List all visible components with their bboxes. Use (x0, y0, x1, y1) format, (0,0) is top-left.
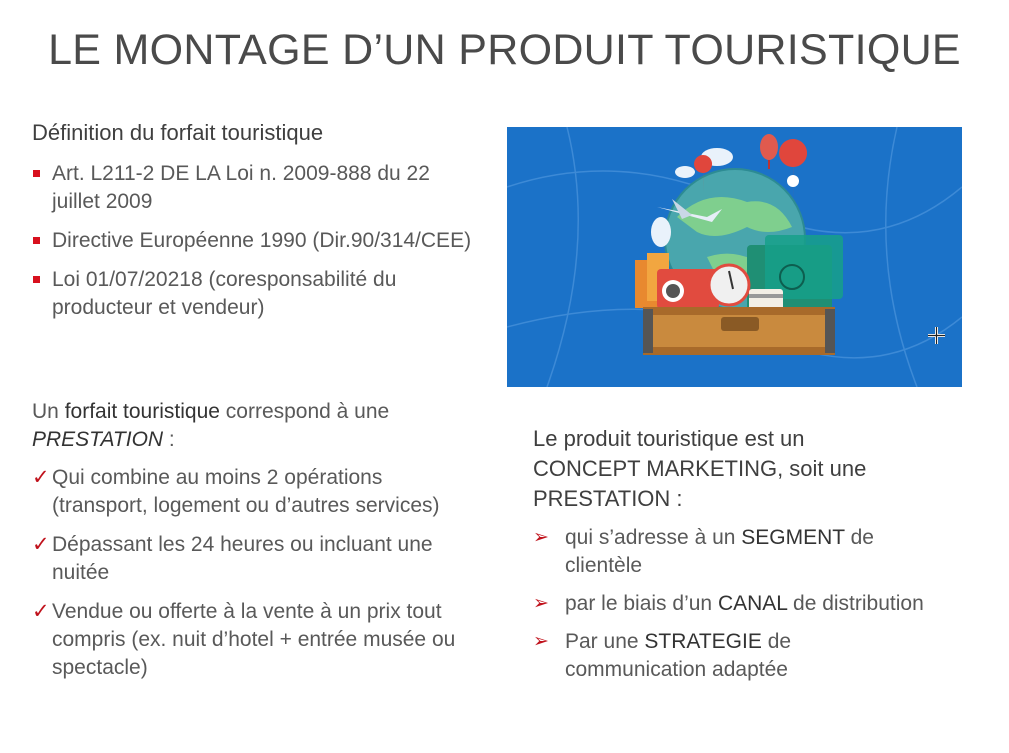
square-bullet-icon (33, 237, 40, 244)
definition-list (32, 160, 482, 333)
produit-item-term: CANAL (717, 592, 788, 615)
list-item (533, 524, 933, 580)
list-item (32, 266, 482, 322)
produit-item-text: par le biais d’un (565, 592, 718, 615)
forfait-intro-text: Un (32, 400, 65, 423)
square-bullet-icon (33, 276, 40, 283)
prestation-term: PRESTATION (32, 428, 164, 451)
check-icon: ✓ (32, 533, 50, 556)
square-bullet-icon (33, 170, 40, 177)
produit-intro: Le produit touristique est un CONCEPT MARKETING, soit une PRESTATION : (533, 426, 867, 511)
definition-item-text: Directive Européenne 1990 (Dir.90/314/CEE) (52, 229, 472, 252)
produit-item-term: SEGMENT (741, 526, 845, 549)
forfait-term: forfait touristique (64, 400, 220, 423)
forfait-list (32, 464, 482, 693)
list-item (32, 227, 482, 255)
forfait-intro (32, 398, 482, 454)
travel-illustration (507, 127, 962, 387)
definition-item-text: Loi 01/07/20218 (coresponsabilité du producteur et vendeur) (52, 268, 397, 319)
list-item (533, 590, 933, 618)
list-item (533, 628, 933, 684)
produit-list (533, 524, 933, 694)
check-icon: ✓ (32, 466, 50, 489)
forfait-item-text: Vendue ou offerte à la vente à un prix tout compris (ex. nuit d’hotel + entrée musée ou spectacle) (52, 600, 456, 679)
forfait-intro-text: correspond à une (219, 400, 390, 423)
move-cursor-icon (927, 326, 946, 345)
produit-item-text: de clientèle (565, 526, 874, 577)
forfait-item-text: Dépassant les 24 heures ou incluant une nuitée (52, 533, 433, 584)
definition-heading: Définition du forfait touristique (32, 120, 324, 145)
list-item (32, 160, 482, 216)
arrow-bullet-icon: ➢ (533, 593, 549, 614)
produit-item-text: de communication adaptée (565, 630, 792, 681)
forfait-intro-text: : (163, 428, 175, 451)
page-title: LE MONTAGE D’UN PRODUIT TOURISTIQUE (48, 26, 961, 74)
check-icon: ✓ (32, 600, 50, 623)
produit-item-text: qui s’adresse à un (565, 526, 742, 549)
arrow-bullet-icon: ➢ (533, 527, 549, 548)
produit-item-term: STRATEGIE (644, 630, 762, 653)
list-item (32, 464, 482, 520)
list-item (32, 598, 482, 682)
definition-item-text: Art. L211-2 DE LA Loi n. 2009-888 du 22 juillet 2009 (52, 162, 430, 213)
forfait-item-text: Qui combine au moins 2 opérations (transport, logement ou d’autres services) (52, 466, 440, 517)
arrow-bullet-icon: ➢ (533, 631, 549, 652)
produit-item-text: de distribution (787, 592, 924, 615)
list-item (32, 531, 482, 587)
produit-item-text: Par une (565, 630, 645, 653)
